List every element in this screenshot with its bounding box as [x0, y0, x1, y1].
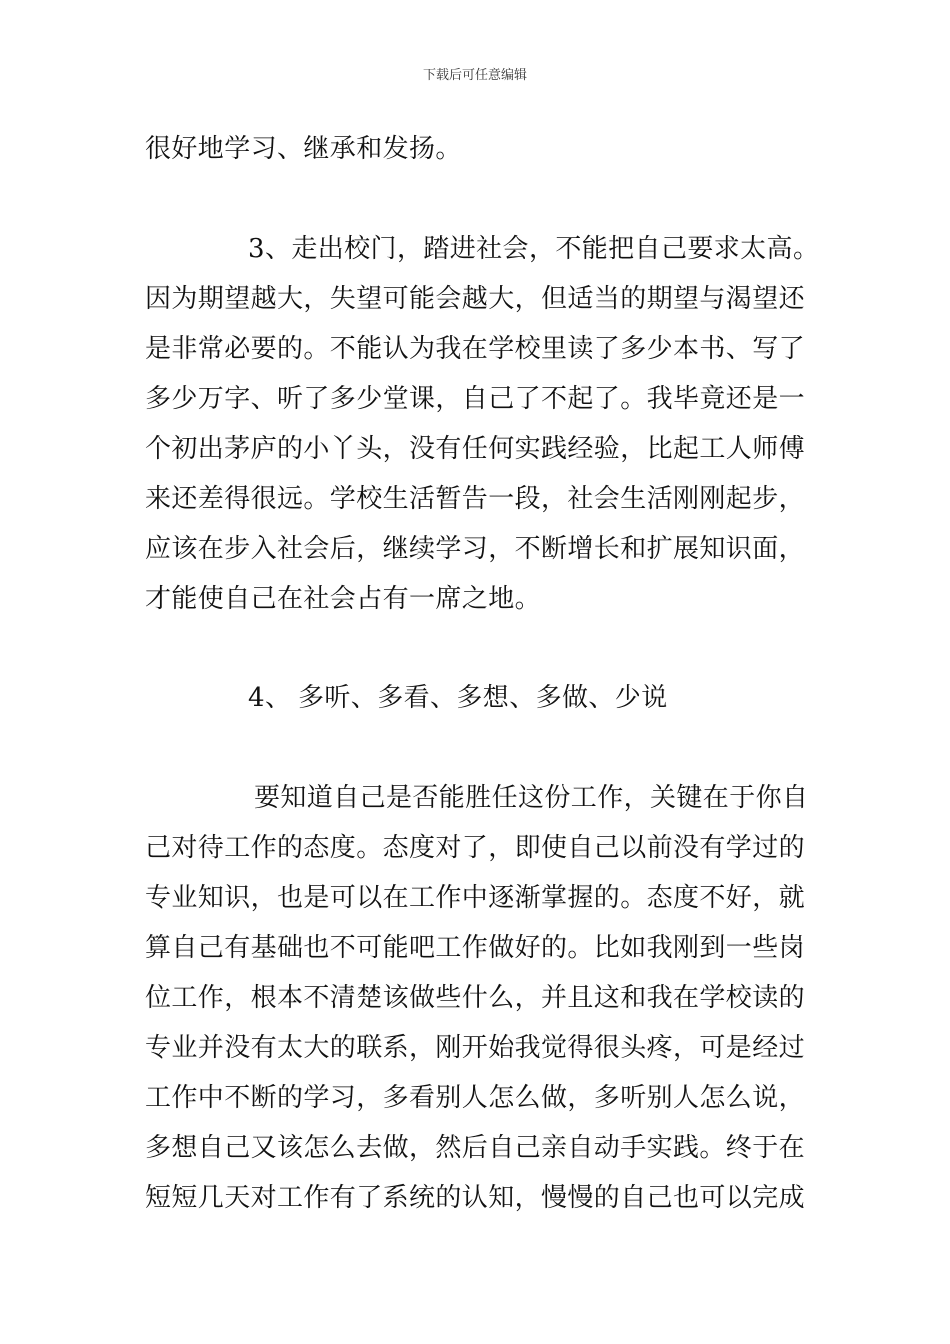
- paragraph-3-line: 专业并没有太大的联系，刚开始我觉得很头疼，可是经过: [145, 1033, 806, 1063]
- paragraph-3-line: 工作中不断的学习，多看别人怎么做，多听别人怎么说，: [145, 1083, 806, 1113]
- paragraph-3-line: 短短几天对工作有了系统的认知，慢慢的自己也可以完成: [145, 1183, 806, 1213]
- section-heading-number: 4、: [248, 683, 292, 713]
- paragraph-3-line: 位工作，根本不清楚该做些什么，并且这和我在学校读的: [145, 983, 806, 1013]
- paragraph-3-line: 多想自己又该怎么去做，然后自己亲自动手实践。终于在: [145, 1133, 806, 1163]
- paragraph-2-line: 多少万字、听了多少堂课，自己了不起了。我毕竟还是一: [145, 384, 806, 414]
- paragraph-2-line: 3、走出校门，踏进社会，不能把自己要求太高。: [248, 234, 820, 264]
- section-heading: 多听、多看、多想、多做、少说: [298, 683, 668, 713]
- paragraph-3-line: 己对待工作的态度。态度对了，即使自己以前没有学过的: [145, 833, 806, 863]
- paragraph-2-line: 来还差得很远。学校生活暂告一段，社会生活刚刚起步，: [145, 484, 806, 514]
- paragraph-1-line: 很好地学习、继承和发扬。: [145, 134, 462, 164]
- paragraph-2-line: 是非常必要的。不能认为我在学校里读了多少本书、写了: [145, 334, 806, 364]
- page-header: 下载后可任意编辑: [422, 68, 527, 83]
- paragraph-3-line: 算自己有基础也不可能吧工作做好的。比如我刚到一些岗: [145, 933, 806, 963]
- paragraph-2-line: 因为期望越大，失望可能会越大，但适当的期望与渴望还: [145, 284, 806, 314]
- paragraph-2-line: 才能使自己在社会占有一席之地。: [145, 584, 542, 614]
- paragraph-3-line: 专业知识，也是可以在工作中逐渐掌握的。态度不好，就: [145, 883, 806, 913]
- paragraph-2-line: 应该在步入社会后，继续学习，不断增长和扩展知识面，: [145, 534, 806, 564]
- paragraph-3-line: 要知道自己是否能胜任这份工作，关键在于你自: [254, 783, 809, 813]
- paragraph-2-line: 个初出茅庐的小丫头，没有任何实践经验，比起工人师傅: [145, 434, 806, 464]
